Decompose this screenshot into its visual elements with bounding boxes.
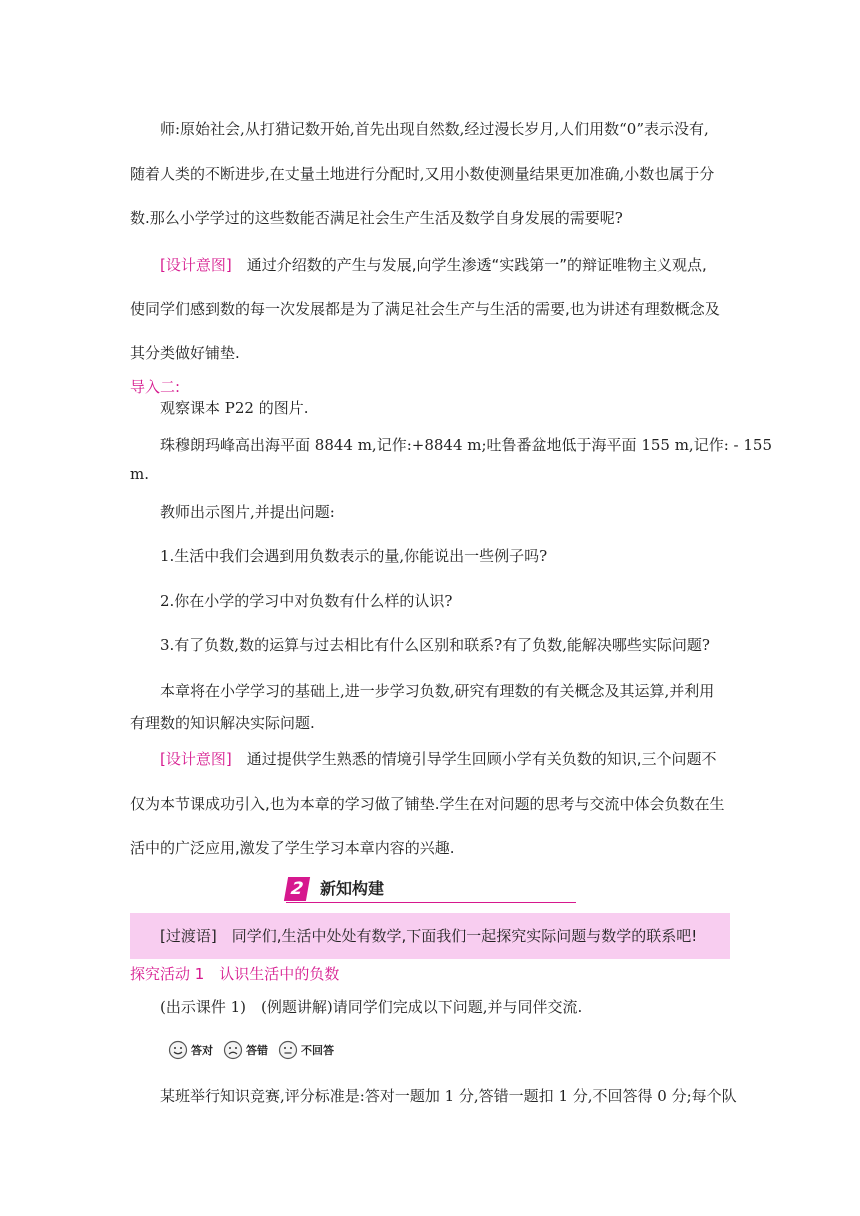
question-2: 2.你在小学的学习中对负数有什么样的认识? xyxy=(160,592,453,610)
activity-instruction: (出示课件 1) (例题讲解)请同学们完成以下问题,并与同伴交流. xyxy=(160,998,583,1016)
design-intent-1-line-3: 其分类做好铺垫. xyxy=(130,344,240,362)
design-intent-tag: [设计意图] xyxy=(160,256,232,274)
legend-no-answer xyxy=(278,1040,334,1060)
legend-label: 不回答 xyxy=(301,1044,334,1057)
section-number: 2 xyxy=(284,877,310,901)
answer-legend xyxy=(168,1037,334,1063)
design-intent-tag: [设计意图] xyxy=(160,750,232,768)
intro2-teacher: 教师出示图片,并提出问题: xyxy=(160,503,335,521)
activity-rules: 某班举行知识竞赛,评分标准是:答对一题加 1 分,答错一题扣 1 分,不回答得 0 分;每个队 xyxy=(160,1087,737,1105)
question-1: 1.生活中我们会遇到用负数表示的量,你能说出一些例子吗? xyxy=(160,547,548,565)
intro-line-2: 随着人类的不断进步,在丈量土地进行分配时,又用小数使测量结果更加准确,小数也属于分 xyxy=(130,165,715,183)
design-intent-1-text: 通过介绍数的产生与发展,向学生渗透“实践第一”的辩证唯物主义观点, xyxy=(246,256,707,274)
activity-heading: 探究活动 1 认识生活中的负数 xyxy=(130,965,340,983)
legend-label: 答对 xyxy=(191,1044,213,1057)
legend-correct xyxy=(168,1040,213,1060)
legend-wrong xyxy=(223,1040,268,1060)
section-banner xyxy=(286,877,576,903)
intro-line-1: 师:原始社会,从打猎记数开始,首先出现自然数,经过漫长岁月,人们用数“0”表示没有, xyxy=(160,120,709,138)
intro2-example-line-2: m. xyxy=(130,465,149,483)
design-intent-2-line-2: 仅为本节课成功引入,也为本章的学习做了铺垫.学生在对问题的思考与交流中体会负数在生 xyxy=(130,795,725,813)
intro-line-3: 数.那么小学学过的这些数能否满足社会生产生活及数学自身发展的需要呢? xyxy=(130,209,623,227)
design-intent-1-line-2: 使同学们感到数的每一次发展都是为了满足社会生产与生活的需要,也为讲述有理数概念及 xyxy=(130,300,720,318)
design-intent-1-line-1 xyxy=(160,254,730,275)
intro2-heading: 导入二: xyxy=(130,378,181,396)
sad-face-icon xyxy=(223,1040,243,1060)
transition-text: [过渡语] 同学们,生活中处处有数学,下面我们一起探究实际问题与数学的联系吧! xyxy=(160,927,698,945)
intro2-observe: 观察课本 P22 的图片. xyxy=(160,399,309,417)
question-3: 3.有了负数,数的运算与过去相比有什么区别和联系?有了负数,能解决哪些实际问题? xyxy=(160,636,710,654)
chapter-line-1: 本章将在小学学习的基础上,进一步学习负数,研究有理数的有关概念及其运算,并利用 xyxy=(160,682,715,700)
section-rule xyxy=(286,902,576,903)
design-intent-2-line-3: 活中的广泛应用,激发了学生学习本章内容的兴趣. xyxy=(130,839,455,857)
intro2-example-line-1: 珠穆朗玛峰高出海平面 8844 m,记作:+8844 m;吐鲁番盆地低于海平面 155 m,记作: - 155 xyxy=(160,436,772,454)
legend-label: 答错 xyxy=(246,1044,268,1057)
design-intent-2-line-1 xyxy=(160,748,730,769)
section-title: 新知构建 xyxy=(320,879,385,898)
neutral-face-icon xyxy=(278,1040,298,1060)
design-intent-2-text: 通过提供学生熟悉的情境引导学生回顾小学有关负数的知识,三个问题不 xyxy=(246,750,717,768)
transition-band xyxy=(130,913,730,959)
chapter-line-2: 有理数的知识解决实际问题. xyxy=(130,714,315,732)
smile-face-icon xyxy=(168,1040,188,1060)
